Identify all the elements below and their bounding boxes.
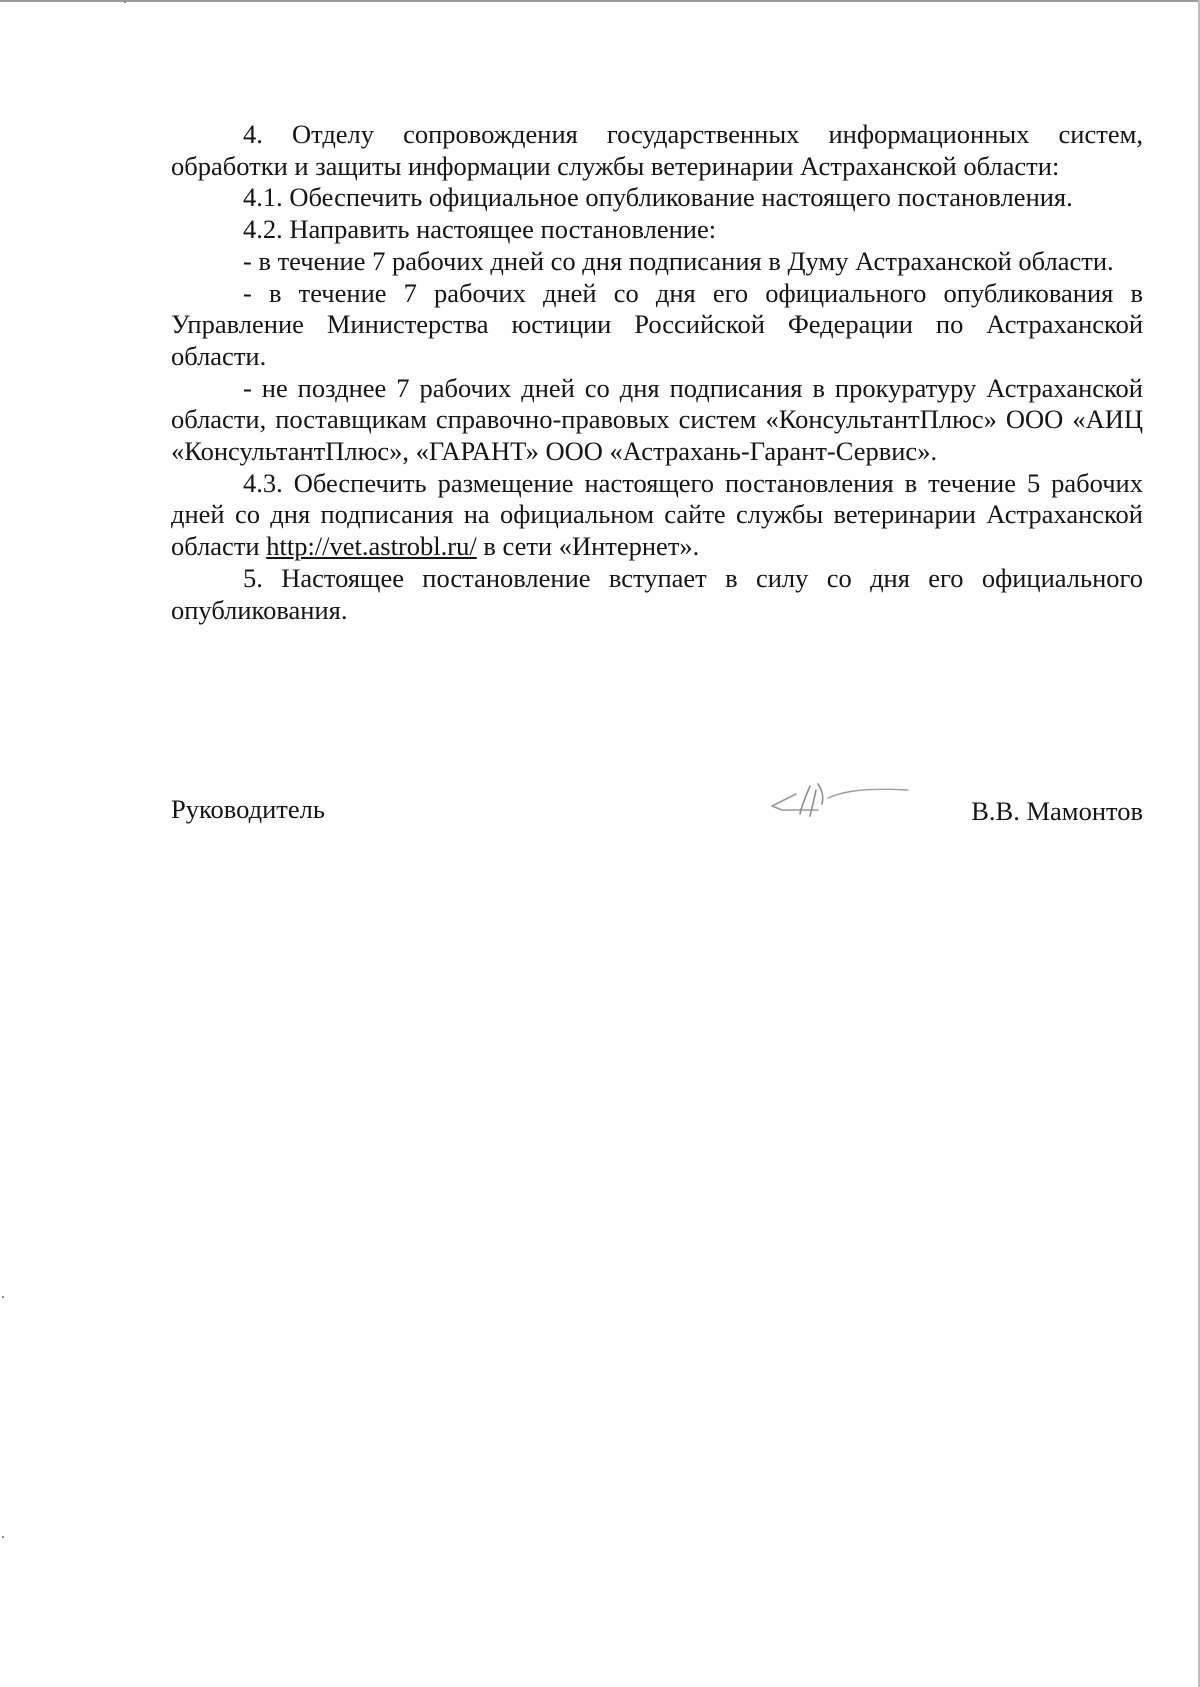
paragraph-4-3	[171, 468, 1143, 563]
paragraph-4: 4. Отделу сопровождения государственных информационных систем, обработки и защиты информации службы ветеринарии Астраханской области:	[171, 119, 1143, 181]
paragraph-4-2-prosecutor: - не позднее 7 рабочих дней со дня подписания в прокуратуру Астраханской области, поставщикам справочно-правовых систем «КонсультантПлюс» ООО «АИЦ «КонсультантПлюс», «ГАРАНТ» ООО «Астрахань-Гарант-Сервис».	[171, 372, 1143, 467]
paragraph-4-1: 4.1. Обеспечить официальное опубликование настоящего постановления.	[243, 182, 1073, 213]
paragraph-4-3-text-start: 4.3. Обеспечить размещение настоящего постановления в течение 5 рабочих дней со дня подписания на официальном сайте службы ветеринарии Астраханской области	[171, 467, 1143, 562]
handwritten-signature	[766, 778, 916, 828]
scan-speck	[2, 1536, 4, 1538]
signer-role: Руководитель	[171, 794, 325, 824]
paragraph-4-3-text-end: в сети «Интернет».	[476, 531, 700, 562]
paragraph-4-2: 4.2. Направить настоящее постановление:	[243, 214, 717, 245]
signature-block	[171, 778, 1143, 848]
paragraph-4-2-justice: - в течение 7 рабочих дней со дня его официального опубликования в Управление Министерства юстиции Российской Федерации по Астраханской области.	[171, 277, 1143, 371]
scan-speck	[2, 1296, 4, 1298]
paragraph-4-2-duma: - в течение 7 рабочих дней со дня подписания в Думу Астраханской области.	[243, 245, 1114, 276]
signer-name: В.В. Мамонтов	[971, 796, 1143, 826]
website-link[interactable]: http://vet.astrobl.ru/	[266, 531, 477, 562]
document-body	[171, 119, 1143, 626]
paragraph-5: 5. Настоящее постановление вступает в силу со дня его официального опубликования.	[171, 562, 1143, 625]
scan-speck	[124, 1, 126, 3]
scan-edge-top	[0, 0, 1200, 2]
